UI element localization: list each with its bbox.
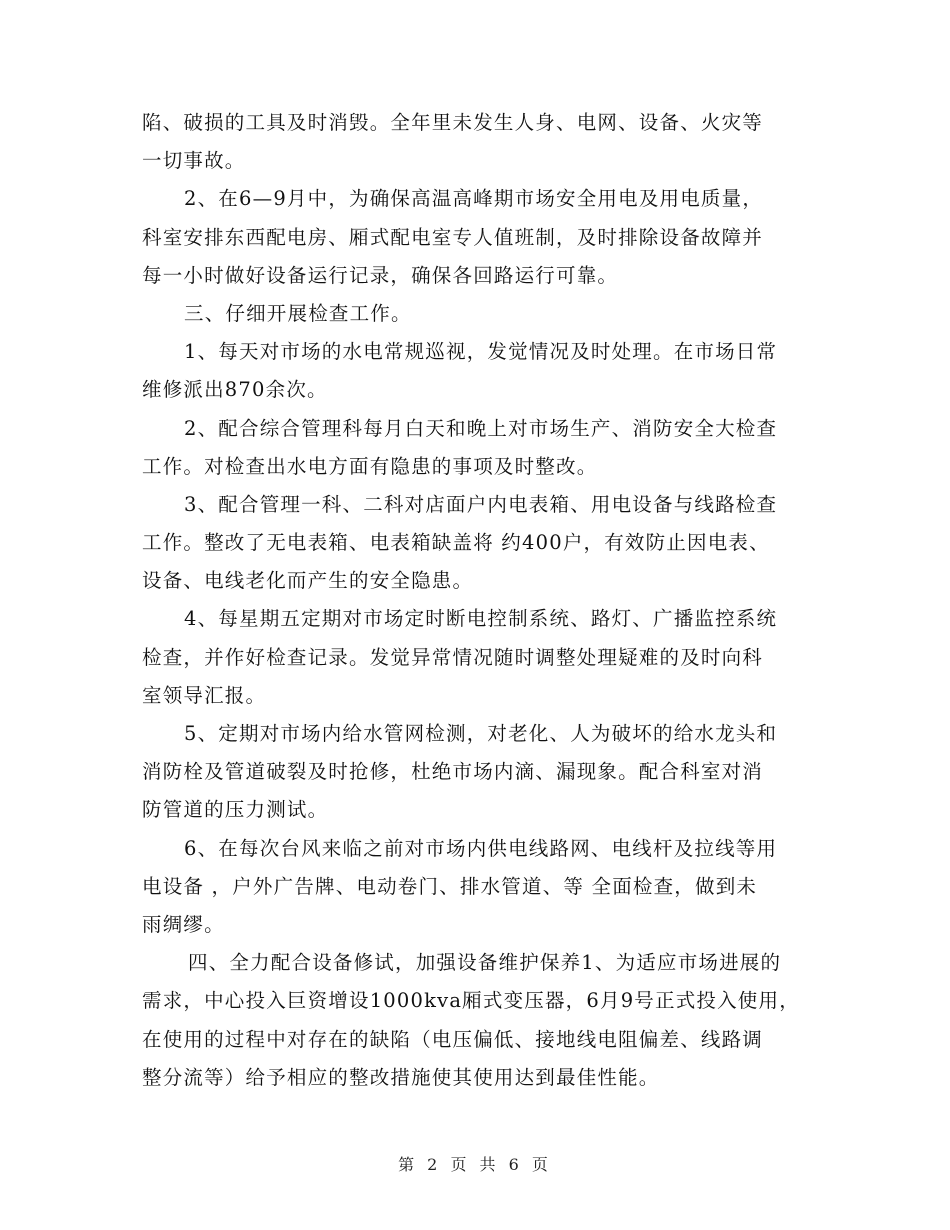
text-line: 电设备 ，户外广告牌、电动卷门、排水管道、等 全面检查，做到未	[142, 874, 758, 898]
text-line: 消防栓及管道破裂及时抢修，杜绝市场内滴、漏现象。配合科室对消	[142, 760, 764, 784]
text-line: 防管道的压力测试。	[142, 798, 329, 822]
text-line: 检查，并作好检查记录。发觉异常情况随时调整处理疑难的及时向科	[142, 645, 764, 669]
text-line: 工作。整改了无电表箱、电表箱缺盖将 约400户，有效防止因电表、	[142, 531, 770, 555]
text-line: 每一小时做好设备运行记录，确保各回路运行可靠。	[142, 263, 619, 287]
text-line: 2、在6—9月中，为确保高温高峰期市场安全用电及用电质量，	[184, 187, 764, 211]
section-heading: 三、仔细开展检查工作。	[184, 301, 412, 325]
text-line: 1、每天对市场的水电常规巡视，发觉情况及时处理。在市场日常	[184, 340, 778, 364]
section-heading: 四、全力配合设备修试，加强设备维护保养1、为适应市场进展的	[188, 951, 782, 975]
text-line: 4、每星期五定期对市场定时断电控制系统、路灯、广播监控系统	[184, 607, 778, 631]
text-line: 雨绸缪。	[142, 912, 225, 936]
document-body	[142, 104, 822, 1097]
text-line: 一切事故。	[142, 149, 246, 173]
text-line: 6、在每次台风来临之前对市场内供电线路网、电线杆及拉线等用	[184, 836, 778, 860]
text-line: 5、定期对市场内给水管网检测，对老化、人为破坏的给水龙头和	[184, 722, 778, 745]
text-line: 维修派出870余次。	[142, 378, 328, 402]
text-line: 科室安排东西配电房、厢式配电室专人值班制，及时排除设备故障并	[142, 225, 764, 249]
text-line: 在使用的过程中对存在的缺陷（电压偏低、接地线电阻偏差、线路调	[142, 1027, 764, 1051]
text-line: 设备、电线老化而产生的安全隐患。	[142, 569, 474, 593]
text-line: 陷、破损的工具及时消毁。全年里未发生人身、电网、设备、火灾等	[142, 111, 764, 134]
text-line: 室领导汇报。	[142, 683, 267, 707]
text-line: 3、配合管理一科、二科对店面户内电表箱、用电设备与线路检查	[184, 492, 778, 516]
page-number-footer: 第 2 页 共 6 页	[398, 1155, 552, 1174]
text-line: 需求，中心投入巨资增设1000kva厢式变压器，6月9号正式投入使用，	[142, 989, 800, 1013]
text-line: 整分流等）给予相应的整改措施使其使用达到最佳性能。	[142, 1065, 660, 1089]
text-line: 工作。对检查出水电方面有隐患的事项及时整改。	[142, 454, 598, 478]
text-line: 2、配合综合管理科每月白天和晚上对市场生产、消防安全大检查	[184, 416, 778, 440]
